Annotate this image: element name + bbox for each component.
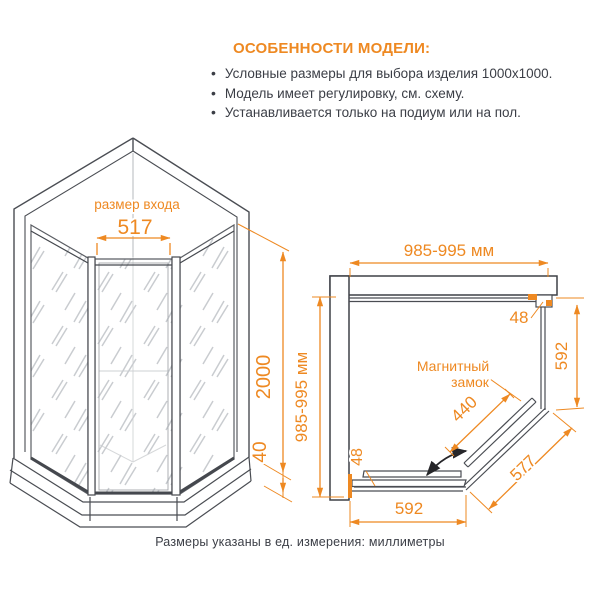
features-block [211, 40, 589, 123]
right-post [172, 257, 180, 495]
feature-text: • Условные размеры для выбора изделия 1000x1000. [224, 66, 553, 81]
features-title: ОСОБЕННОСТИ МОДЕЛИ: [233, 40, 431, 57]
feature-item [211, 64, 589, 84]
units-note: Размеры указаны в ед. измерения: миллиметры [155, 535, 445, 549]
magnetic-lock-label-line1: Магнитный [416, 358, 490, 374]
tray-height-value: 40 [250, 441, 271, 463]
plan-bottom-rail [352, 487, 466, 491]
right-panel-value: 592 [552, 341, 571, 371]
right-glass-panel [180, 225, 234, 494]
door-glass-panel [95, 259, 172, 494]
entry-size-label: размер входа [94, 197, 180, 212]
feature-text: • Модель имеет регулировку, см. схему. [224, 85, 465, 101]
height-value: 2000 [253, 354, 275, 400]
plan-top-rail [349, 298, 538, 302]
tray-dim-extensions [262, 463, 292, 502]
feature-item [211, 103, 589, 123]
outer-depth-value: 985-995 мм [292, 351, 311, 443]
plan-bottom-fixed-bar [352, 480, 466, 487]
profile-bottom-value: 48 [349, 448, 366, 466]
profile-accent [348, 474, 352, 498]
height-dim-extension-top [238, 224, 289, 251]
feature-text: • Устанавливается только на подиум или на пол. [224, 105, 521, 120]
profile-top-value: 48 [509, 308, 529, 327]
profile-accent [546, 300, 552, 306]
door-width-value: 440 [447, 392, 481, 426]
plan-diagonal-fixed [463, 408, 550, 490]
front-view-diagram [10, 138, 292, 527]
plan-right-glass [541, 307, 545, 410]
plan-wall-left [330, 276, 349, 500]
technical-drawing [0, 128, 600, 540]
left-glass-panel [31, 225, 88, 494]
entry-width-value: 517 [117, 216, 153, 239]
feature-item [211, 84, 589, 104]
plan-wall-top [330, 276, 557, 295]
plan-view-diagram [292, 241, 584, 527]
outer-width-value: 985-995 мм [403, 241, 495, 260]
left-post [88, 257, 95, 495]
plan-bottom-door-bar [363, 471, 461, 477]
features-list [211, 64, 589, 123]
profile-accent [528, 294, 537, 300]
diagonal-length-value: 577 [506, 451, 540, 485]
tray-front-panel [90, 497, 177, 521]
magnetic-lock-label-line2: замок [451, 374, 489, 390]
bottom-panel-value: 592 [394, 499, 424, 518]
